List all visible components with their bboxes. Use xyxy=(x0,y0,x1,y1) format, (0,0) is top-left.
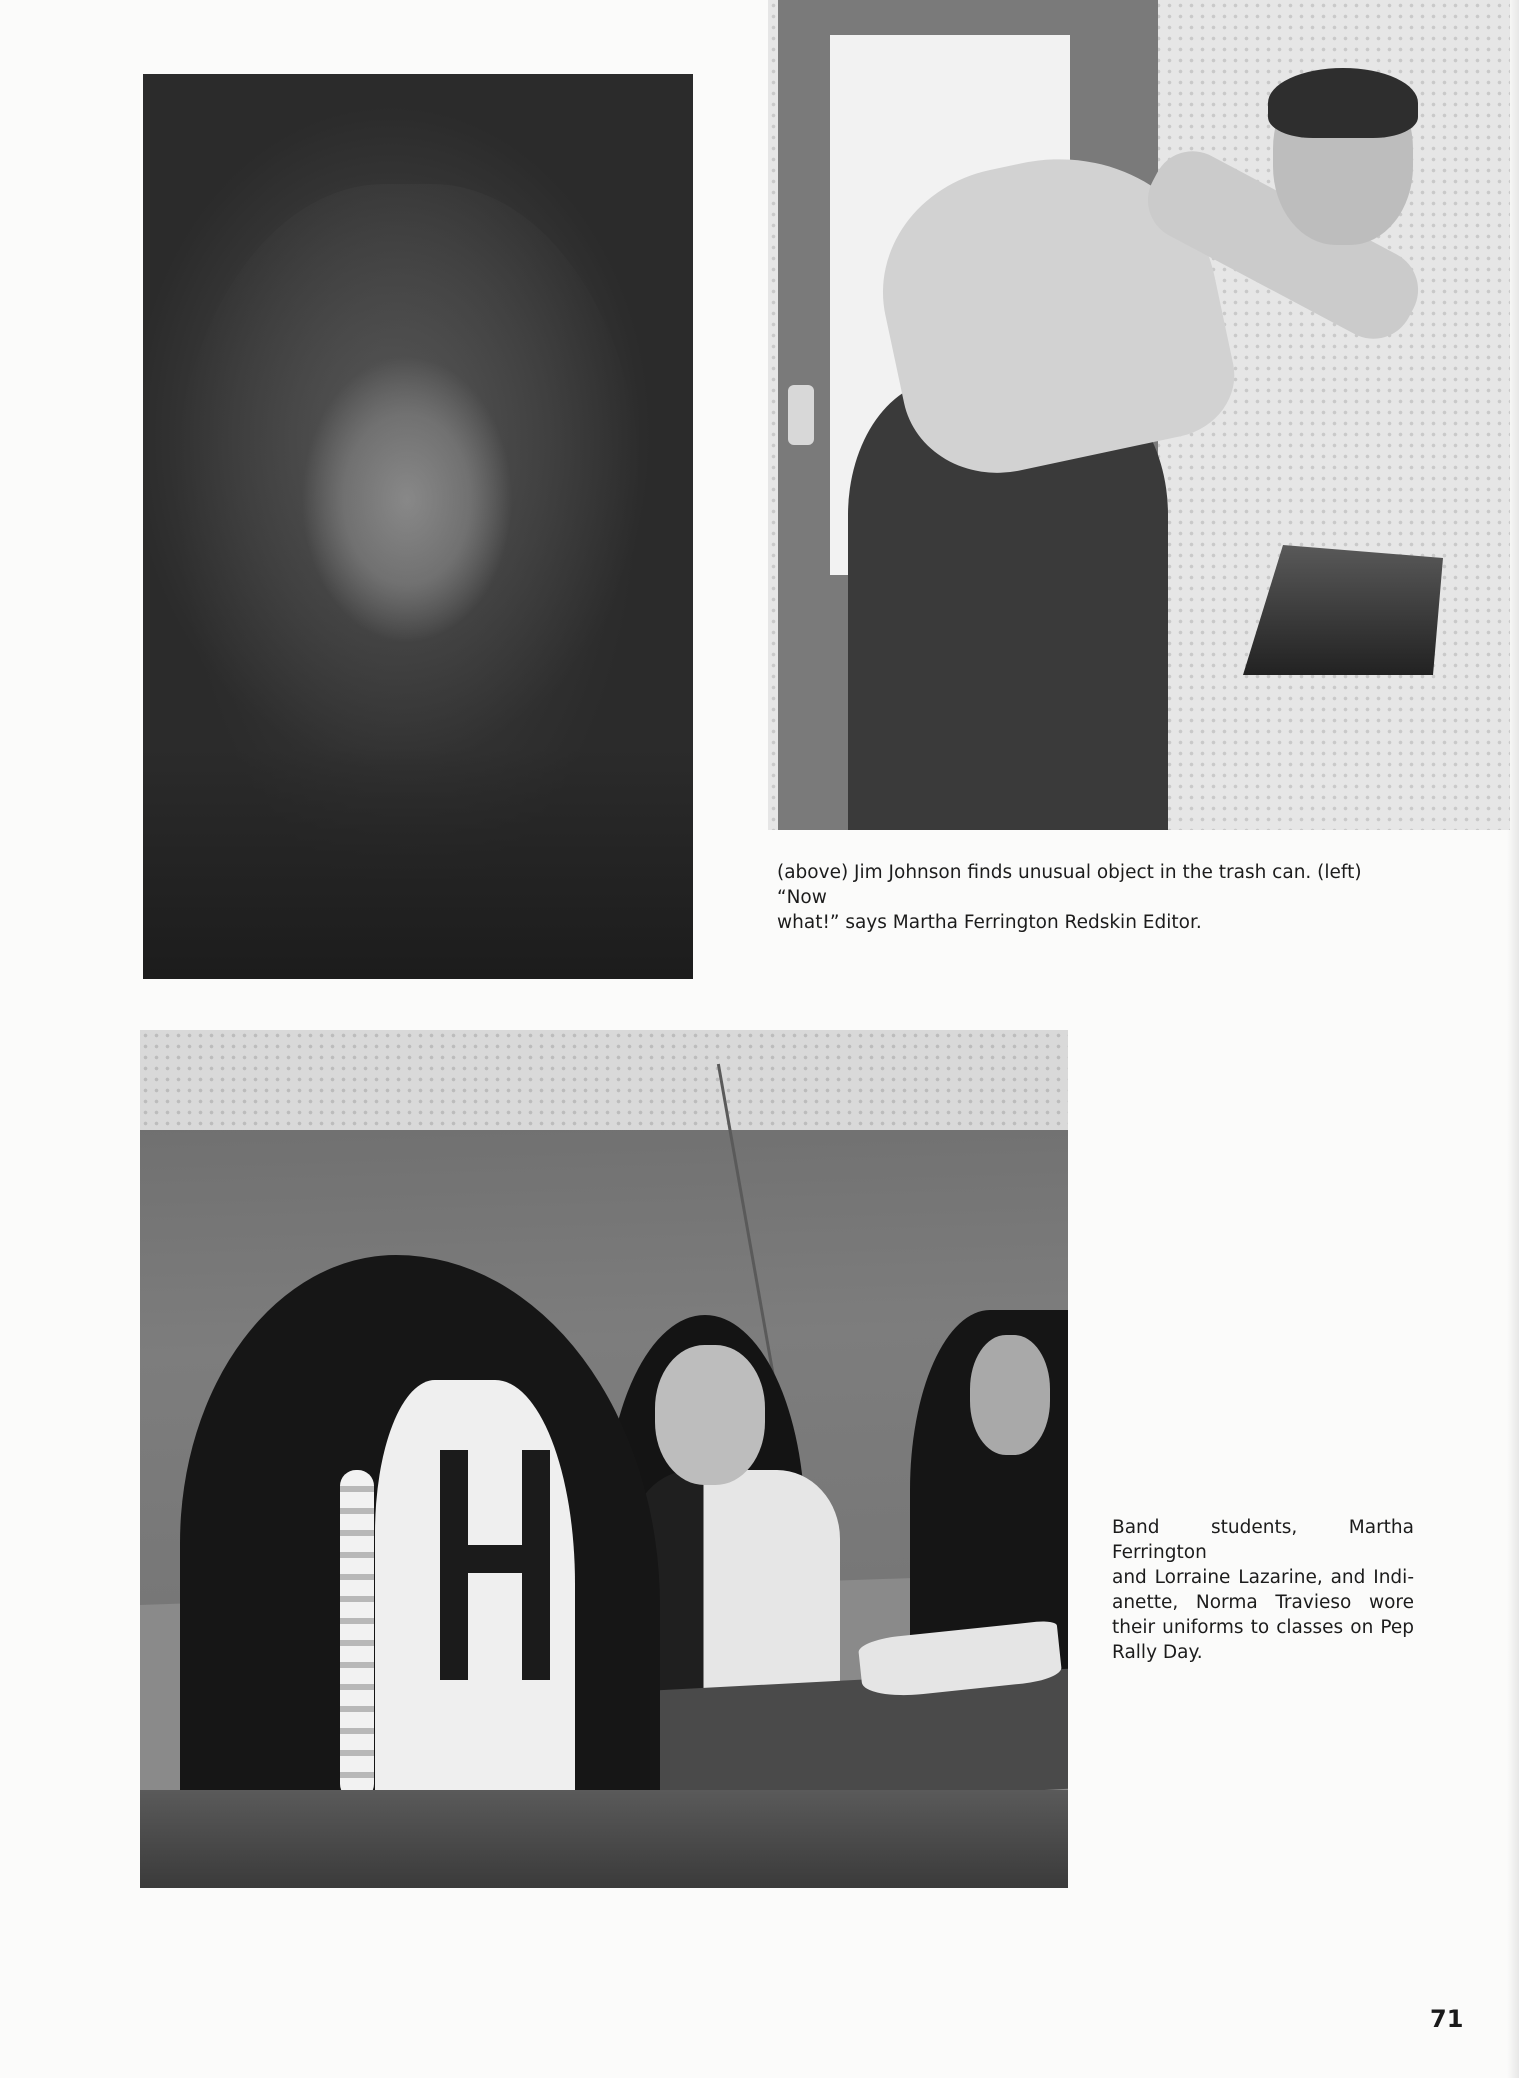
caption-line: what!” says Martha Ferrington Redskin Editor. xyxy=(777,912,1202,933)
page-number: 71 xyxy=(1430,2005,1464,2033)
uniform-letter-h xyxy=(440,1450,550,1680)
photo-martha-ferrington-portrait xyxy=(143,74,693,979)
trash-bag-shape xyxy=(1243,545,1443,675)
foreground-desk-shape xyxy=(140,1790,1068,1888)
portrait-shoulder-shape xyxy=(143,749,693,979)
uniform-braid-cord xyxy=(340,1470,374,1800)
door-knob-shape xyxy=(788,385,814,445)
caption-line: Rally Day. xyxy=(1112,1642,1203,1663)
boy-hair-shape xyxy=(1268,68,1418,138)
student-middle-face xyxy=(655,1345,765,1485)
student-middle-uniform xyxy=(630,1470,840,1700)
caption-band-students xyxy=(1112,1515,1414,1665)
photo-jim-johnson-trash-can xyxy=(768,0,1510,830)
caption-line: (above) Jim Johnson finds unusual object in the trash can. (left) “Now xyxy=(777,862,1362,908)
caption-top-photos xyxy=(777,860,1417,935)
student-right-face xyxy=(970,1335,1050,1455)
wall-shape xyxy=(140,1030,1068,1130)
photo-band-students-classroom xyxy=(140,1030,1068,1888)
caption-line: and Lorraine Lazarine, and Indi- xyxy=(1112,1567,1414,1588)
caption-line: their uniforms to classes on Pep xyxy=(1112,1617,1414,1638)
caption-line: Band students, Martha Ferrington xyxy=(1112,1517,1414,1563)
caption-line: anette, Norma Travieso wore xyxy=(1112,1592,1414,1613)
